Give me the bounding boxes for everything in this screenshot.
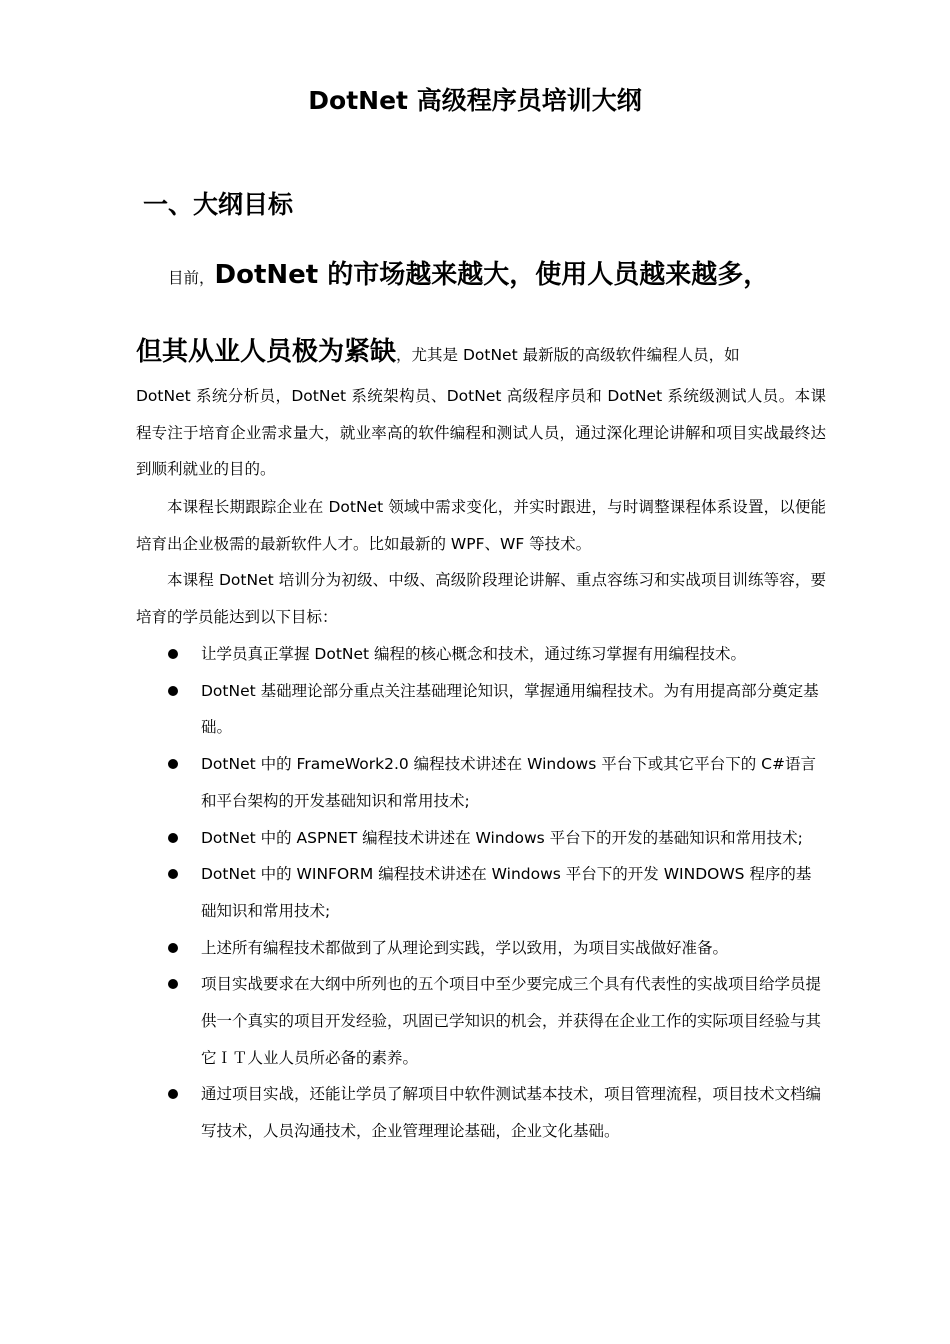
list-item: DotNet 中的 ASPNET 编程技术讲述在 Windows 平台下的开发的基础知识和常用技术;: [136, 820, 826, 857]
intro-paragraph-rest: DotNet 系统分析员，DotNet 系统架构员、DotNet 高级程序员和 DotNet 系统级测试人员。本课程专注于培育企业需求量大，就业率高的软件编程和测试人员，通过深化理论讲解和项目实战最终达到顺利就业的目的。: [136, 387, 826, 479]
intro-line-2: [136, 330, 740, 377]
intro-small-text-2: ，尤其是 DotNet 最新版的高级软件编程人员，如: [396, 346, 740, 364]
bullet-icon: [168, 649, 178, 659]
intro-emphasis-text-2: 但其从业人员极为紧缺: [136, 337, 397, 367]
list-item: DotNet 中的 WINFORM 编程技术讲述在 Windows 平台下的开发 WINDOWS 程序的基础知识和常用技术;: [136, 856, 826, 929]
intro-emphasis-text: DotNet 的市场越来越大，使用人员越来越多，: [214, 260, 770, 290]
goals-list: [136, 636, 826, 1150]
list-item: DotNet 基础理论部分重点关注基础理论知识，掌握通用编程技术。为有用提高部分奠定基础。: [136, 673, 826, 746]
bullet-icon: [168, 686, 178, 696]
bullet-icon: [168, 833, 178, 843]
bullet-icon: [168, 759, 178, 769]
list-item: 项目实战要求在大纲中所列也的五个项目中至少要完成三个具有代表性的实战项目给学员提供一个真实的项目开发经验，巩固已学知识的机会，并获得在企业工作的实际项目经验与其它ＩＴ人业人员所必备的素养。: [136, 966, 826, 1076]
paragraph-3: 本课程 DotNet 培训分为初级、中级、高级阶段理论讲解、重点容练习和实战项目训练等容，要培育的学员能达到以下目标：: [136, 571, 826, 626]
bullet-icon: [168, 1089, 178, 1099]
intro-line-1: [168, 253, 769, 300]
list-item: DotNet 中的 FrameWork2.0 编程技术讲述在 Windows 平台下或其它平台下的 C#语言和平台架构的开发基础知识和常用技术;: [136, 746, 826, 819]
list-item: 让学员真正掌握 DotNet 编程的核心概念和技术，通过练习掌握有用编程技术。: [136, 636, 826, 673]
bullet-icon: [168, 979, 178, 989]
bullet-icon: [168, 869, 178, 879]
paragraph-2: 本课程长期跟踪企业在 DotNet 领域中需求变化，并实时跟进，与时调整课程体系设置，以便能培育出企业极需的最新软件人才。比如最新的 WPF、WF 等技术。: [136, 498, 826, 553]
list-item: 上述所有编程技术都做到了从理论到实践，学以致用，为项目实战做好准备。: [136, 930, 826, 967]
bullet-icon: [168, 943, 178, 953]
section-heading: 一、大纲目标: [143, 190, 294, 219]
list-item: 通过项目实战，还能让学员了解项目中软件测试基本技术，项目管理流程，项目技术文档编写技术，人员沟通技术，企业管理理论基础，企业文化基础。: [136, 1076, 826, 1149]
intro-small-text: 目前，: [168, 269, 215, 287]
document-title: DotNet 高级程序员培训大纲: [308, 86, 642, 115]
